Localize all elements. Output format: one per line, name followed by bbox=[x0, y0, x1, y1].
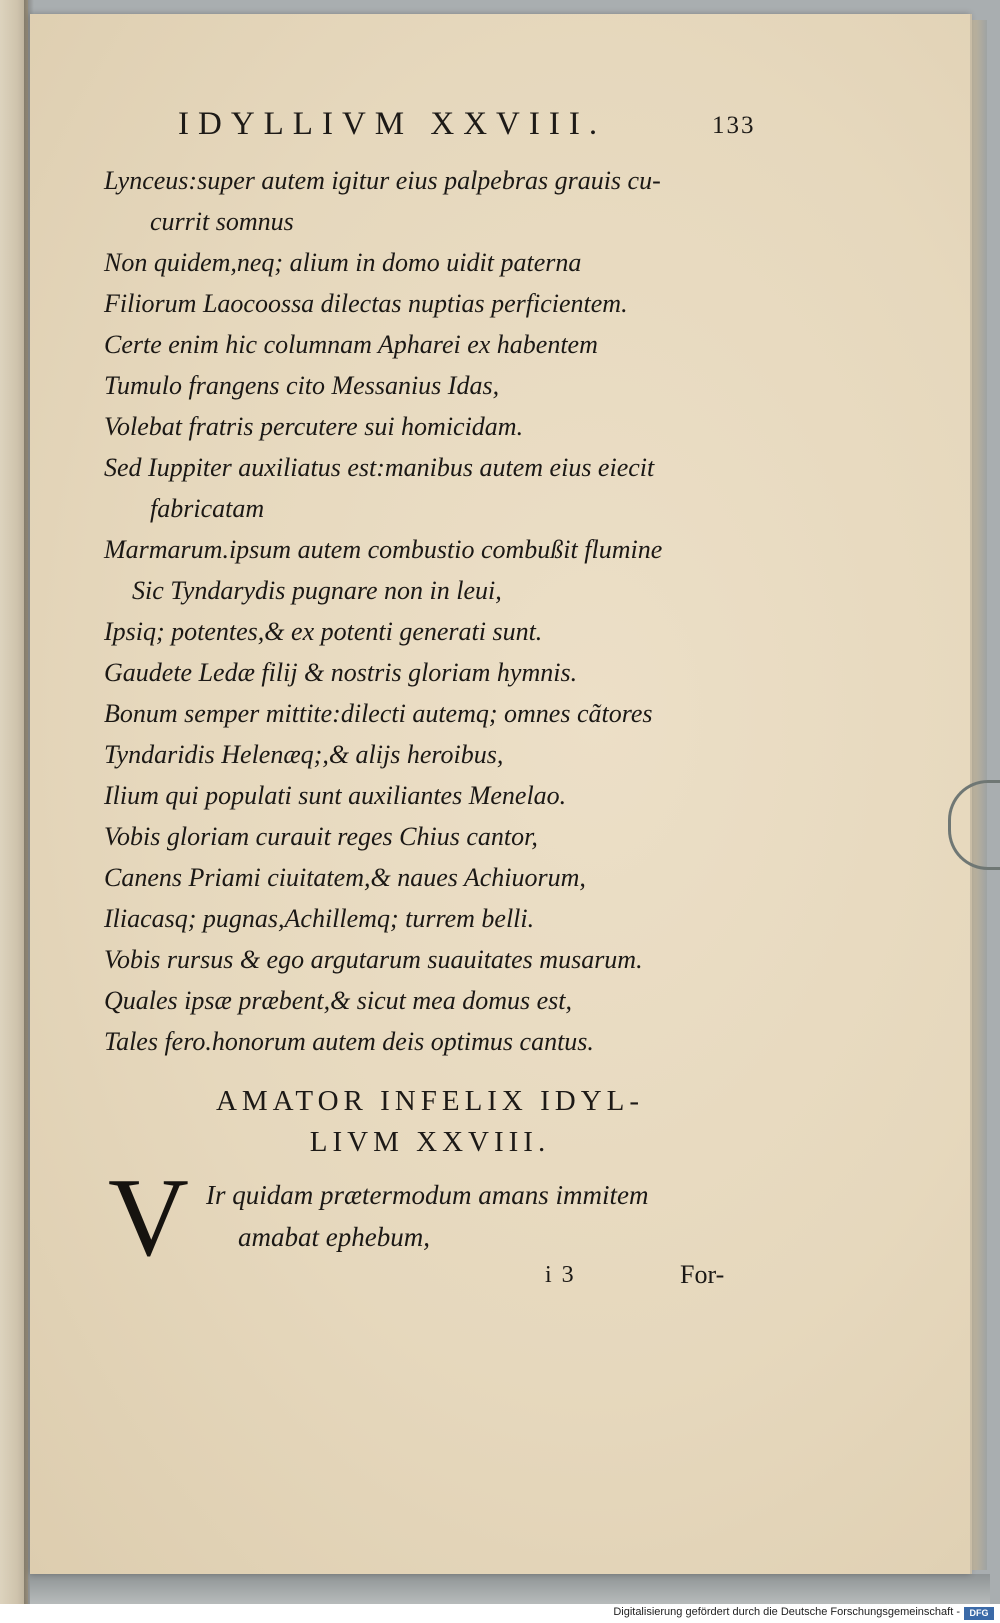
bottom-background-band bbox=[30, 1574, 990, 1604]
verse-line: Volebat fratris percutere sui homicidam. bbox=[104, 412, 524, 441]
verse-text bbox=[104, 160, 804, 1062]
running-head: IDYLLIVM XXVIII. bbox=[178, 106, 607, 142]
opening-line-1: Ir quidam prætermodum amans immitem bbox=[206, 1180, 649, 1210]
verse-line: Ipsiq; potentes,& ex potenti generati sunt. bbox=[104, 617, 543, 646]
verse-line: Marmarum.ipsum autem combustio combußit flumine bbox=[104, 535, 663, 564]
verse-line: Ilium qui populati sunt auxiliantes Menelao. bbox=[104, 781, 567, 810]
section-title-line-2: LIVM XXVIII. bbox=[309, 1126, 551, 1158]
verse-line: currit somnus bbox=[150, 207, 294, 236]
verse-line: Gaudete Ledæ filij & nostris gloriam hymnis. bbox=[104, 658, 578, 687]
verse-line: fabricatam bbox=[150, 494, 265, 523]
verse-line: Certe enim hic columnam Apharei ex habentem bbox=[104, 330, 598, 359]
verse-line: Filiorum Laocoossa dilectas nuptias perficientem. bbox=[104, 289, 628, 318]
verse-line: Tyndaridis Helenæq;,& alijs heroibus, bbox=[104, 740, 504, 769]
verse-line: Bonum semper mittite:dilecti autemq; omnes cãtores bbox=[104, 699, 653, 728]
signature-mark: i 3 bbox=[545, 1262, 576, 1288]
opening-line-2: amabat ephebum, bbox=[238, 1222, 430, 1252]
footer-credit: Digitalisierung gefördert durch die Deutsche Forschungsgemeinschaft - bbox=[613, 1606, 960, 1618]
verse-line: Tumulo frangens cito Messanius Idas, bbox=[104, 371, 500, 400]
verse-line: Iliacasq; pugnas,Achillemq; turrem belli. bbox=[104, 904, 535, 933]
drop-cap: V bbox=[108, 1156, 189, 1280]
digitization-footer bbox=[0, 1604, 1000, 1623]
verse-line: Vobis rursus & ego argutarum suauitates musarum. bbox=[104, 945, 643, 974]
section-title-line-1: AMATOR INFELIX IDYL- bbox=[215, 1085, 645, 1117]
verse-line: Non quidem,neq; alium in domo uidit paterna bbox=[104, 248, 582, 277]
verse-line: Canens Priami ciuitatem,& naues Achiuorum, bbox=[104, 863, 586, 892]
verse-line: Lynceus:super autem igitur eius palpebras grauis cu- bbox=[104, 166, 661, 195]
catchword: For- bbox=[680, 1260, 725, 1289]
verse-line: Tales fero.honorum autem deis optimus cantus. bbox=[104, 1027, 594, 1056]
verse-line: Sic Tyndarydis pugnare non in leui, bbox=[132, 576, 502, 605]
verse-line: Sed Iuppiter auxiliatus est:manibus autem eius eiecit bbox=[104, 453, 655, 482]
page-number: 133 bbox=[712, 112, 756, 139]
verse-line: Vobis gloriam curauit reges Chius cantor, bbox=[104, 822, 538, 851]
verse-line: Quales ipsæ præbent,& sicut mea domus est, bbox=[104, 986, 572, 1015]
dfg-logo: DFG bbox=[964, 1607, 994, 1620]
